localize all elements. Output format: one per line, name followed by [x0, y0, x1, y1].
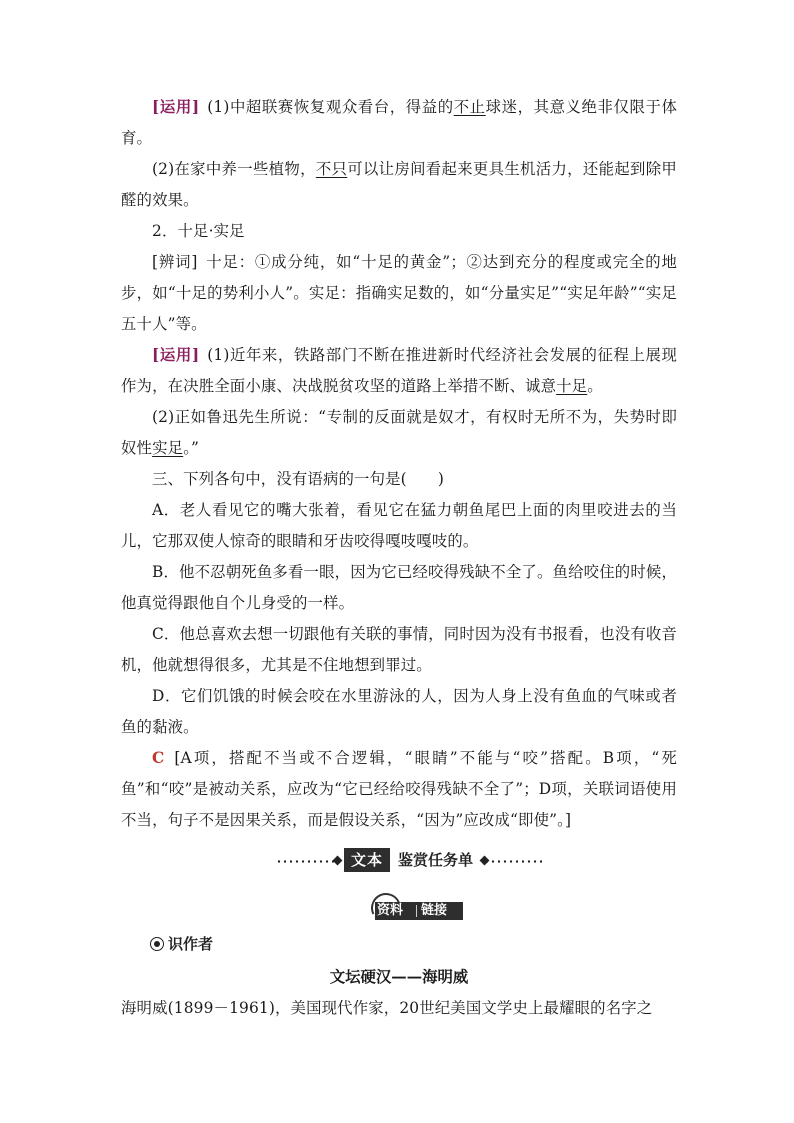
bianci-tag: [辨词] [152, 253, 198, 271]
option-c: C．他总喜欢去想一切跟他有关联的事情，同时因为没有书报看，也没有收音机，他就想得很多，尤其是不住地想到罪过。 [121, 625, 677, 674]
resource-link-label: 资料 链接 [369, 893, 465, 923]
question-stem: 三、下列各句中，没有语病的一句是( ) [152, 470, 445, 488]
usage-paragraph-2: (2)在家中养一些植物，不只可以让房间看起来更具生机活力，还能起到除甲醛的效果。 [121, 160, 677, 209]
section-banner [276, 847, 546, 875]
option-d: D．它们饥饿的时候会咬在水里游泳的人，因为人身上没有鱼血的气味或者鱼的黏液。 [121, 687, 677, 736]
underlined-term: 不止 [453, 98, 486, 116]
answer-explanation: C [A项，搭配不当或不合逻辑，“眼睛”不能与“咬”搭配。B项，“死鱼”和“咬”是被动关系，应改为“它已经给咬得残缺不全了”；D项，关联词语使用不当，句子不是因果关系，而是假设关系，“因为”应改成“即使”。] [121, 749, 677, 829]
banner-box: 文本 [344, 848, 390, 872]
usage-tag: [运用] [152, 346, 200, 364]
author-intro: 海明威(1899－1961)，美国现代作家，20世纪美国文学史上最耀眼的名字之 [121, 999, 653, 1017]
usage-paragraph-1: [运用] (1)中超联赛恢复观众看台，得益的不止球迷，其意义绝非仅限于体育。 [121, 98, 677, 147]
usage-tag: [运用] [152, 98, 200, 116]
item-heading: 2．十足·实足 [152, 222, 245, 240]
bianci-paragraph: [辨词] 十足：①成分纯，如“十足的黄金”；②达到充分的程度或完全的地步，如“十足的势利小人”。实足：指确实足数的，如“分量实足”“实足年龄”“实足五十人”等。 [121, 253, 677, 333]
banner-title: 鉴赏任务单 [398, 851, 474, 869]
dotted-rule-left [276, 860, 338, 863]
usage-paragraph-3: [运用] (1)近年来，铁路部门不断在推进新时代经济社会发展的征程上展现作为，在决胜全面小康、决战脱贫攻坚的道路上举措不断、诚意十足。 [121, 346, 678, 395]
author-section-heading: 识作者 [150, 934, 213, 954]
option-a: A．老人看见它的嘴大张着，看见它在猛力朝鱼尾巴上面的肉里咬进去的当儿，它那双使人惊奇的眼睛和牙齿咬得嘎吱嘎吱的。 [121, 501, 677, 550]
bullet-circle-icon [150, 937, 164, 951]
diamond-ornament [333, 856, 343, 866]
usage-paragraph-4: (2)正如鲁迅先生所说：“专制的反面就是奴才，有权时无所不为，失势时即奴性实足。” [121, 408, 677, 457]
answer-letter: C [152, 749, 165, 767]
article-title: 文坛硬汉——海明威 [329, 968, 469, 986]
option-b: B．他不忍朝死鱼多看一眼，因为它已经咬得残缺不全了。鱼给咬住的时候，他真觉得跟他自个儿身受的一样。 [121, 563, 677, 612]
underlined-term: 不只 [315, 160, 348, 178]
underlined-term: 十足 [556, 377, 588, 395]
underlined-term: 实足 [152, 439, 184, 457]
dotted-rule-right [484, 860, 546, 863]
